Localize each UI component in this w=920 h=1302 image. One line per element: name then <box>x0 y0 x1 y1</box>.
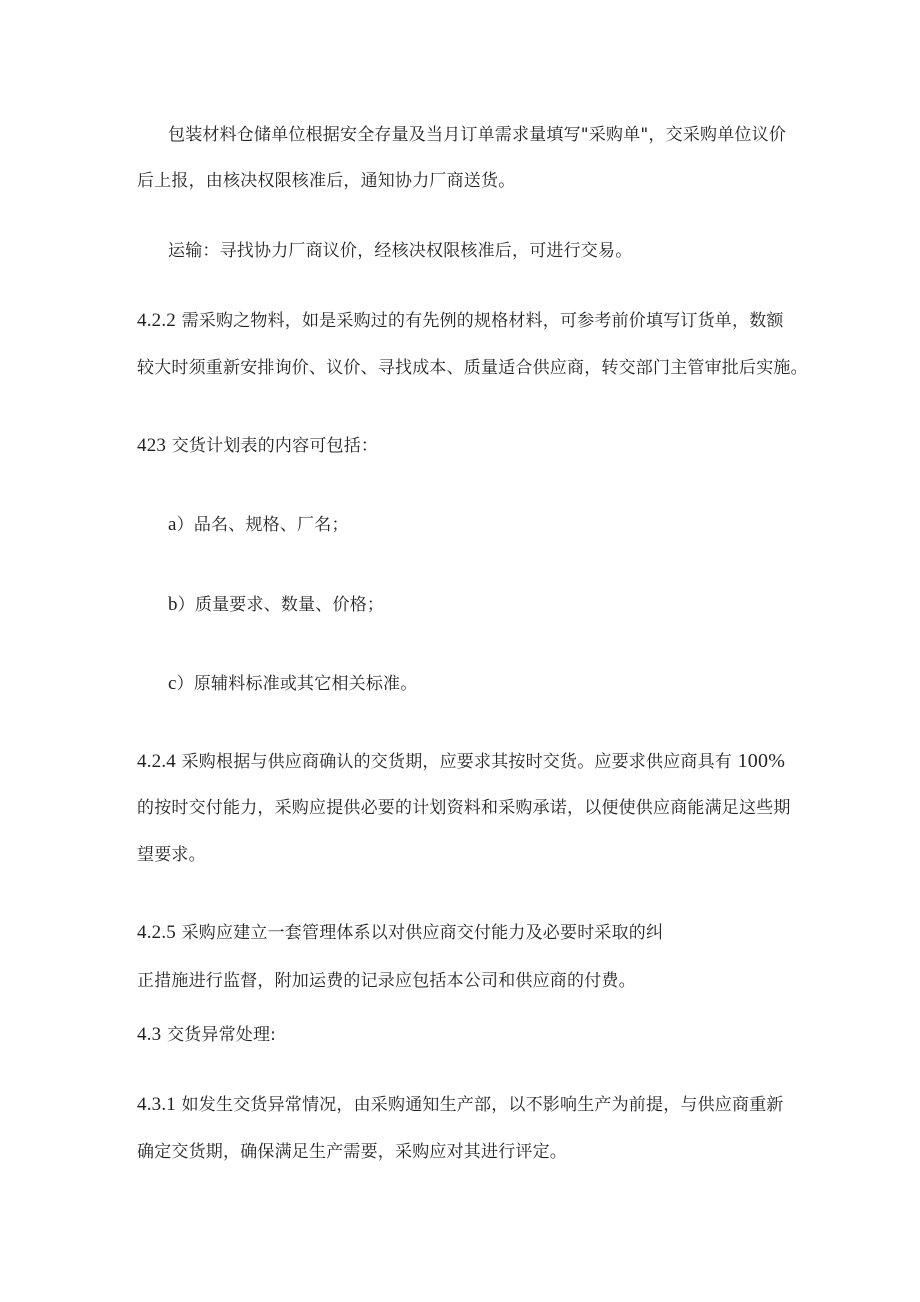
sec425-line2 <box>137 970 636 992</box>
sec423-item-b <box>168 594 384 616</box>
sec424-line3-text: 望要求。 <box>137 845 206 865</box>
sec431-line1-text: 如发生交货异常情况，由采购通知生产部，以不影响生产为前提，与供应商重新 <box>176 1095 784 1115</box>
sec43-heading <box>137 1024 276 1046</box>
sec423-number: 423 <box>137 435 167 456</box>
sec43-number: 4.3 <box>137 1024 162 1045</box>
sec422-line1-text: 需采购之物料，如是采购过的有先例的规格材料，可参考前价填写订货单，数额 <box>176 311 784 331</box>
sec424-line2-text: 的按时交付能力，采购应提供必要的计划资料和采购承诺，以便使供应商能满足这些期 <box>137 798 791 818</box>
para1-line1 <box>168 124 786 146</box>
sec422-line2-text: 较大时须重新安排询价、议价、寻找成本、质量适合供应商，转交部门主管审批后实施。 <box>137 358 808 378</box>
sec424-number: 4.2.4 <box>137 751 176 772</box>
sec425-line1 <box>137 922 663 944</box>
para1-line2 <box>137 170 515 192</box>
sec423-line1-text: 交货计划表的内容可包括： <box>166 436 379 456</box>
sec424-line1 <box>137 750 785 773</box>
sec423-item-c <box>168 673 417 695</box>
sec425-line2-text: 正措施进行监督，附加运费的记录应包括本公司和供应商的付费。 <box>137 971 636 991</box>
sec422-line1 <box>137 310 784 332</box>
sec422-line2 <box>137 357 808 379</box>
item-b-marker: b <box>168 594 178 615</box>
para1-line1-text: 包装材料仓储单位根据安全存量及当月订单需求量填写"采购单"，交采购单位议价 <box>168 125 787 145</box>
sec423-item-a <box>168 514 349 536</box>
sec422-number: 4.2.2 <box>137 310 176 331</box>
para1-line2-text: 后上报，由核决权限核准后，通知协力厂商送货。 <box>137 171 516 191</box>
item-a-text: ）品名、规格、厂名； <box>176 515 349 535</box>
item-c-text: ）原辅料标准或其它相关标准。 <box>176 674 418 694</box>
sec425-number: 4.2.5 <box>137 922 176 943</box>
item-b-text: ）质量要求、数量、价格； <box>177 595 385 615</box>
sec424-percentage: 100% <box>737 750 786 772</box>
para2-line1-text: 运输：寻找协力厂商议价，经核决权限核准后，可进行交易。 <box>168 241 633 261</box>
sec431-line2-text: 确定交货期，确保满足生产需要，采购应对其进行评定。 <box>137 1142 567 1162</box>
sec431-number: 4.3.1 <box>137 1094 176 1115</box>
sec43-title: 交货异常处理: <box>161 1025 277 1045</box>
item-c-marker: c <box>168 673 177 694</box>
sec424-line3 <box>137 844 206 866</box>
para2-line1 <box>168 240 632 262</box>
sec424-line2 <box>137 797 791 819</box>
sec423-line1 <box>137 435 378 457</box>
sec431-line1 <box>137 1094 784 1116</box>
sec431-line2 <box>137 1141 567 1163</box>
item-a-marker: a <box>168 514 177 535</box>
sec425-line1-text: 采购应建立一套管理体系以对供应商交付能力及必要时采取的纠 <box>176 923 664 943</box>
sec424-line1-text: 采购根据与供应商确认的交货期，应要求其按时交货。应要求供应商具有 <box>176 752 738 772</box>
